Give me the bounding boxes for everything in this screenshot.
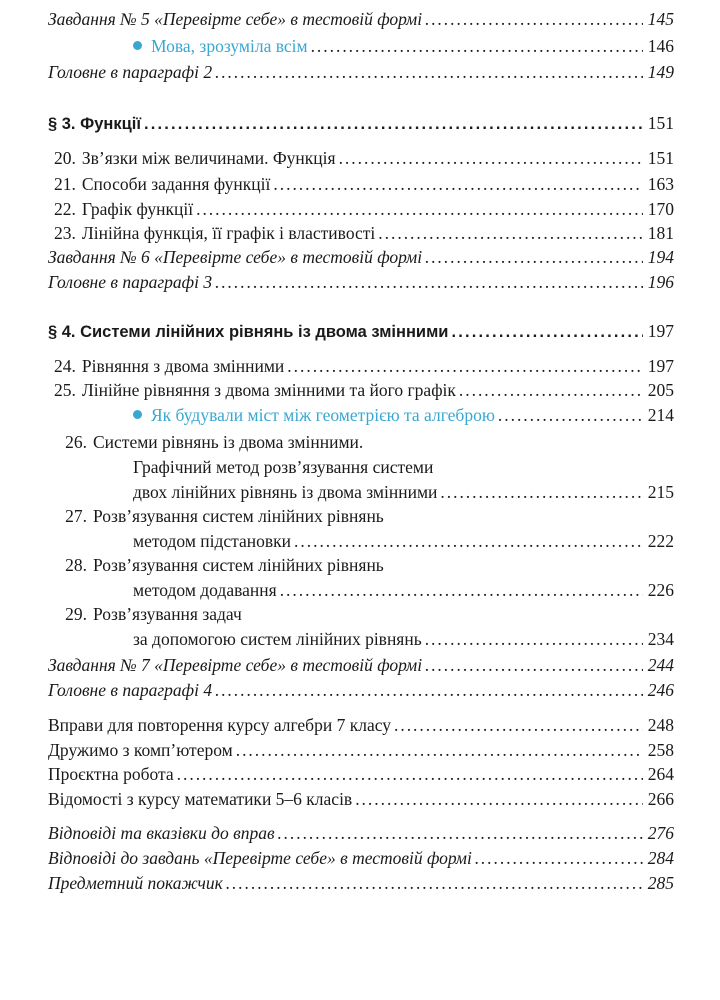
toc-entry-26-line-3[interactable]: двох лінійних рівнянь із двома змінними . . . 215 — [133, 481, 674, 503]
toc-entry-computer[interactable]: Дружимо з комп’ютером . . . 258 — [48, 739, 674, 761]
toc-entry-23[interactable]: 23. Лінійна функція, її графік і властивості . . . 181 — [54, 222, 674, 244]
bullet-icon — [133, 41, 142, 50]
toc-entry-20[interactable]: 20. Зв’язки між величинами. Функція . . . 151 — [54, 147, 674, 169]
dot-leader — [498, 404, 643, 426]
dot-leader — [425, 628, 643, 650]
toc-entry-28-line-2[interactable]: методом додавання . . . 226 — [133, 579, 674, 601]
toc-entry-mova[interactable]: Мова, зрозуміла всім . . . 146 — [133, 35, 674, 57]
toc-entry-answers[interactable]: Відповіді та вказівки до вправ . . . 276 — [48, 822, 674, 844]
toc-entry-26-line-2: Графічний метод розв’язування системи — [133, 457, 434, 477]
dot-leader — [425, 246, 643, 268]
dot-leader — [451, 321, 643, 343]
toc-entry-test-6[interactable]: Завдання № 6 «Перевірте себе» в тестовій формі . . . 194 — [48, 246, 674, 268]
dot-leader — [425, 654, 643, 676]
toc-entry-exercises[interactable]: Вправи для повторення курсу алгебри 7 класу . . . 248 — [48, 714, 674, 736]
toc-entry-project[interactable]: Проєктна робота . . . 264 — [48, 763, 674, 785]
dot-leader — [280, 579, 643, 601]
dot-leader — [355, 788, 643, 810]
toc-entry-27-line-1[interactable]: 27. Розв’язування систем лінійних рівнянь — [65, 506, 384, 526]
toc-entry-27-line-2[interactable]: методом підстановки . . . 222 — [133, 530, 674, 552]
dot-leader — [287, 355, 643, 377]
toc-entry-28-line-1[interactable]: 28. Розв’язування систем лінійних рівнянь — [65, 555, 384, 575]
toc-entry-24[interactable]: 24. Рівняння з двома змінними . . . 197 — [54, 355, 674, 377]
toc-section-3[interactable]: § 3. Функції . . . 151 — [48, 112, 674, 135]
toc-entry-answers-tests[interactable]: Відповіді до завдань «Перевірте себе» в тестовій формі . . . 284 — [48, 847, 674, 869]
dot-leader — [273, 173, 643, 195]
toc-entry-bridge[interactable]: Як будували міст між геометрією та алгеброю . . . 214 — [133, 404, 674, 426]
dot-leader — [440, 481, 643, 503]
toc-entry-25[interactable]: 25. Лінійне рівняння з двома змінними та його графік . . . 205 — [54, 379, 674, 401]
dot-leader — [475, 847, 643, 869]
dot-leader — [311, 35, 643, 57]
toc-section-4[interactable]: § 4. Системи лінійних рівнянь із двома змінними . . . 197 — [48, 320, 674, 343]
toc-entry-summary-2[interactable]: Головне в параграфі 2 . . . 149 — [48, 61, 674, 83]
toc-entry-test-7[interactable]: Завдання № 7 «Перевірте себе» в тестовій формі . . . 244 — [48, 654, 674, 676]
dot-leader — [196, 198, 643, 220]
toc-entry-summary-4[interactable]: Головне в параграфі 4 . . . 246 — [48, 679, 674, 701]
dot-leader — [215, 271, 643, 293]
dot-leader — [425, 8, 643, 30]
dot-leader — [236, 739, 643, 761]
bullet-icon — [133, 410, 142, 419]
toc-entry-info[interactable]: Відомості з курсу математики 5–6 класів . . . 266 — [48, 788, 674, 810]
dot-leader — [339, 147, 643, 169]
toc-entry-29-line-1[interactable]: 29. Розв’язування задач — [65, 604, 242, 624]
toc-entry-test-5[interactable]: Завдання № 5 «Перевірте себе» в тестовій формі . . . 145 — [48, 8, 674, 30]
toc-entry-22[interactable]: 22. Графік функції . . . 170 — [54, 198, 674, 220]
dot-leader — [177, 763, 643, 785]
dot-leader — [278, 822, 643, 844]
toc-entry-summary-3[interactable]: Головне в параграфі 3 . . . 196 — [48, 271, 674, 293]
dot-leader — [144, 113, 643, 135]
dot-leader — [226, 872, 643, 894]
dot-leader — [378, 222, 643, 244]
toc-entry-21[interactable]: 21. Способи задання функції . . . 163 — [54, 173, 674, 195]
toc-entry-index[interactable]: Предметний покажчик . . . 285 — [48, 872, 674, 894]
toc-entry-26-line-1[interactable]: 26. Системи рівнянь із двома змінними. — [65, 432, 364, 452]
dot-leader — [459, 379, 643, 401]
dot-leader — [294, 530, 643, 552]
dot-leader — [215, 61, 643, 83]
toc-entry-29-line-2[interactable]: за допомогою систем лінійних рівнянь . . . 234 — [133, 628, 674, 650]
dot-leader — [394, 714, 643, 736]
dot-leader — [215, 679, 643, 701]
